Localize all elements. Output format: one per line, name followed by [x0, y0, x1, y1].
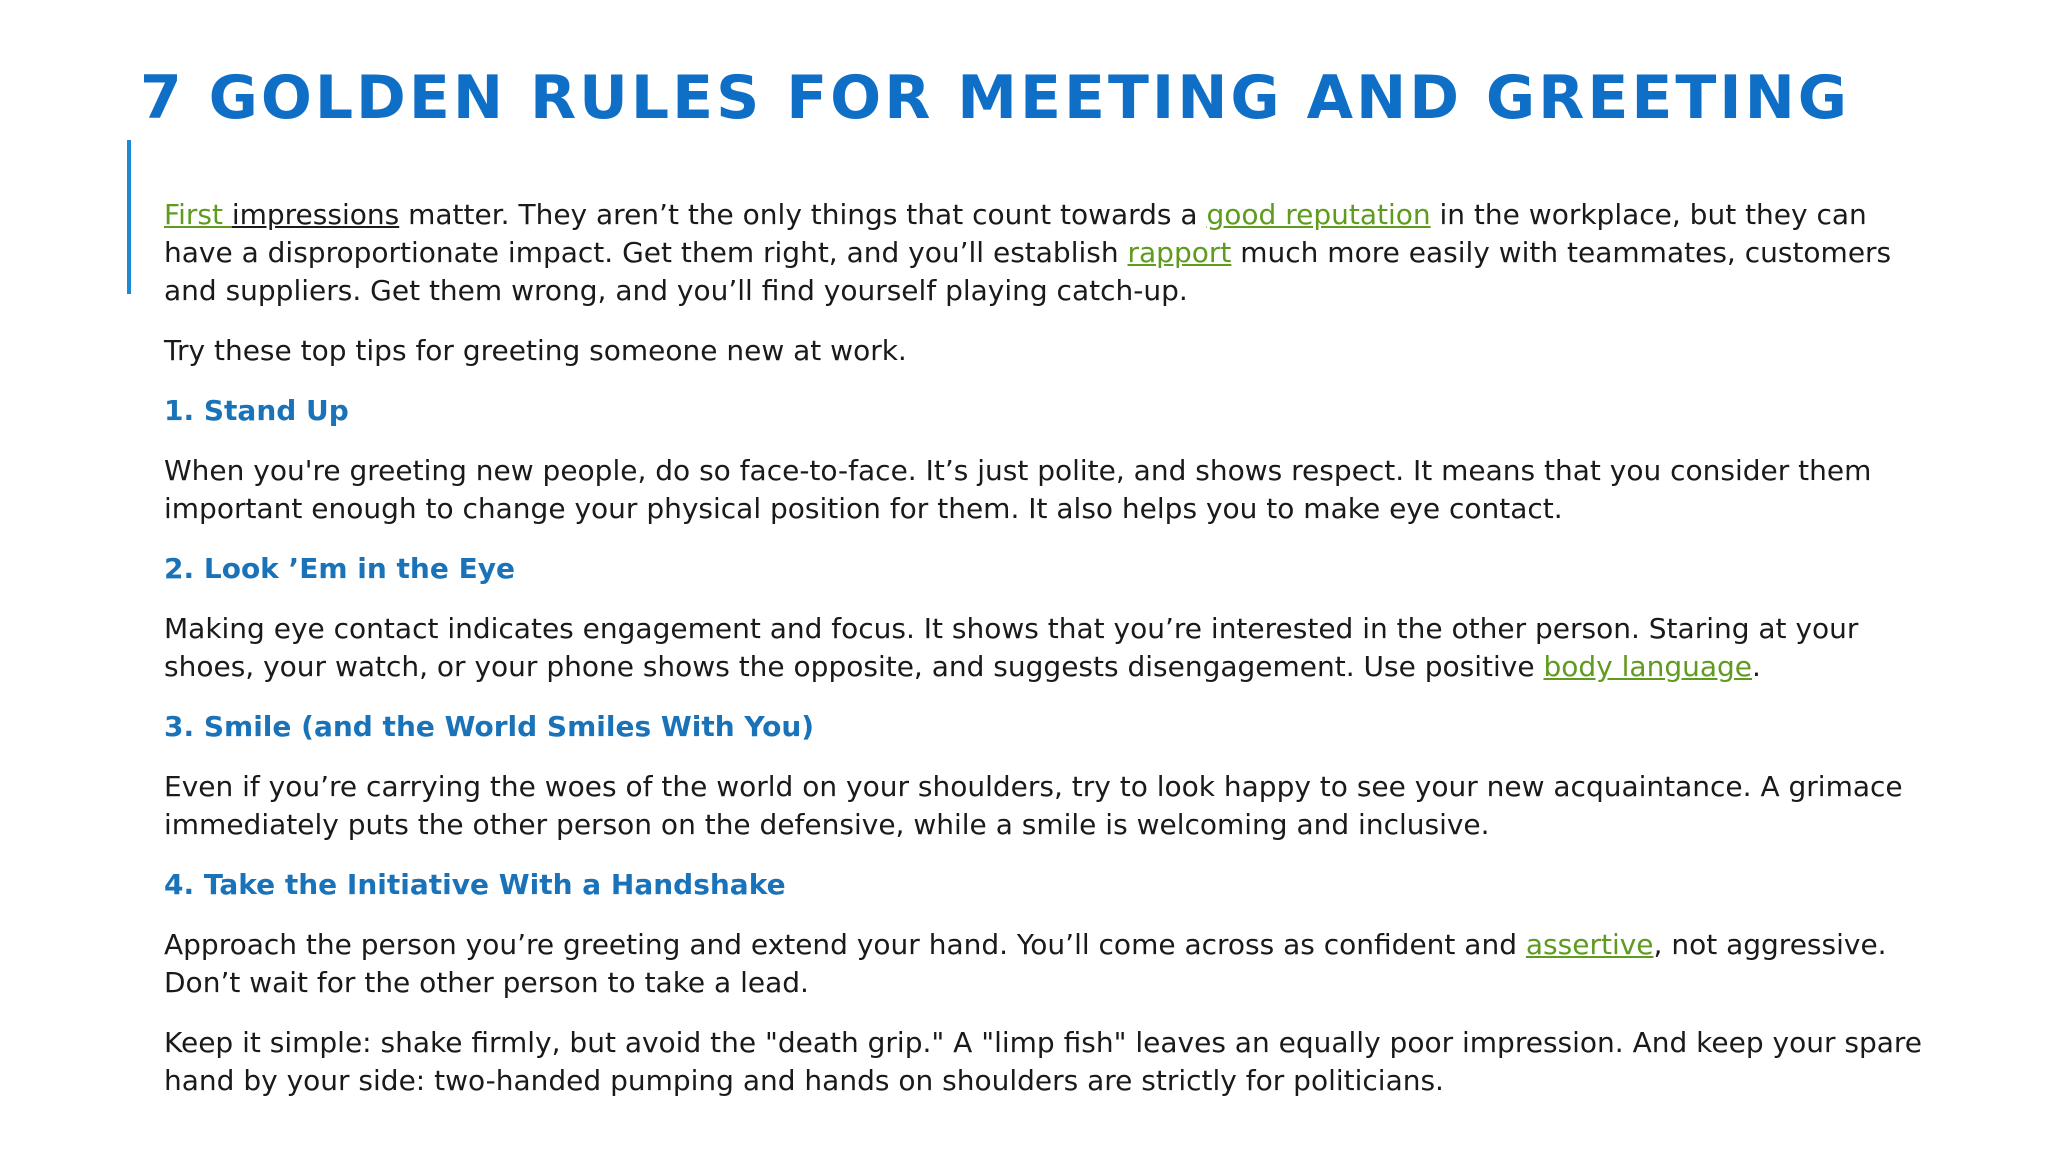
accent-bar: [127, 140, 131, 294]
section-paragraph-eye-contact: [164, 610, 1924, 686]
link-rapport[interactable]: rapport: [1127, 236, 1232, 269]
section-text-eye-contact-end: .: [1752, 650, 1761, 683]
section-heading-smile: 3. Smile (and the World Smiles With You): [164, 710, 815, 743]
section-heading-stand-up: 1. Stand Up: [164, 394, 349, 427]
section-paragraph-handshake: [164, 926, 1924, 1002]
intro-text-3: much more easily with teammates, customers and suppliers. Get them wrong, and you’ll find yourself playing catch-up.: [164, 236, 1892, 307]
section-text-handshake: Approach the person you’re greeting and extend your hand. You’ll come across as confident and: [164, 928, 1526, 961]
section-text-stand-up: When you're greeting new people, do so face-to-face. It’s just polite, and shows respect. It means that you consider them important enough to change your physical position for them. It also helps you to make eye contact.: [164, 454, 1872, 525]
intro-text-1: matter. They aren’t the only things that count towards a: [399, 198, 1207, 231]
link-assertive[interactable]: assertive: [1525, 928, 1654, 961]
section-text-handshake-end: , not aggressive. Don’t wait for the other person to take a lead.: [164, 928, 1887, 999]
section-text-eye-contact: Making eye contact indicates engagement and focus. It shows that you’re interested in the other person. Staring at your shoes, your watch, or your phone shows the opposite, and suggests disengagement. Use positive: [164, 612, 1859, 683]
section-text-smile: Even if you’re carrying the woes of the world on your shoulders, try to look happy to see your new acquaintance. A grimace immediately puts the other person on the defensive, while a smile is welcoming and inclusive.: [164, 770, 1903, 841]
link-body-language[interactable]: body language: [1543, 650, 1752, 683]
section-text-handshake-2: Keep it simple: shake firmly, but avoid the "death grip." A "limp fish" leaves an equally poor impression. And keep your spare hand by your side: two-handed pumping and hands on shoulders are strictly for politicians.: [164, 1026, 1922, 1097]
slide-title: 7 GOLDEN RULES FOR MEETING AND GREETING: [139, 63, 1851, 133]
link-impressions[interactable]: impressions: [231, 198, 400, 231]
tips-intro: Try these top tips for greeting someone new at work.: [164, 334, 907, 367]
intro-text-2: in the workplace, but they can have a disproportionate impact. Get them right, and you’ll establish: [164, 198, 1867, 269]
slide-body: [164, 196, 1924, 1122]
section-heading-handshake: 4. Take the Initiative With a Handshake: [164, 868, 786, 901]
section-heading-eye-contact: 2. Look ’Em in the Eye: [164, 552, 515, 585]
link-good-reputation[interactable]: good reputation: [1206, 198, 1431, 231]
link-first[interactable]: First: [164, 198, 232, 231]
intro-paragraph: [164, 196, 1924, 310]
